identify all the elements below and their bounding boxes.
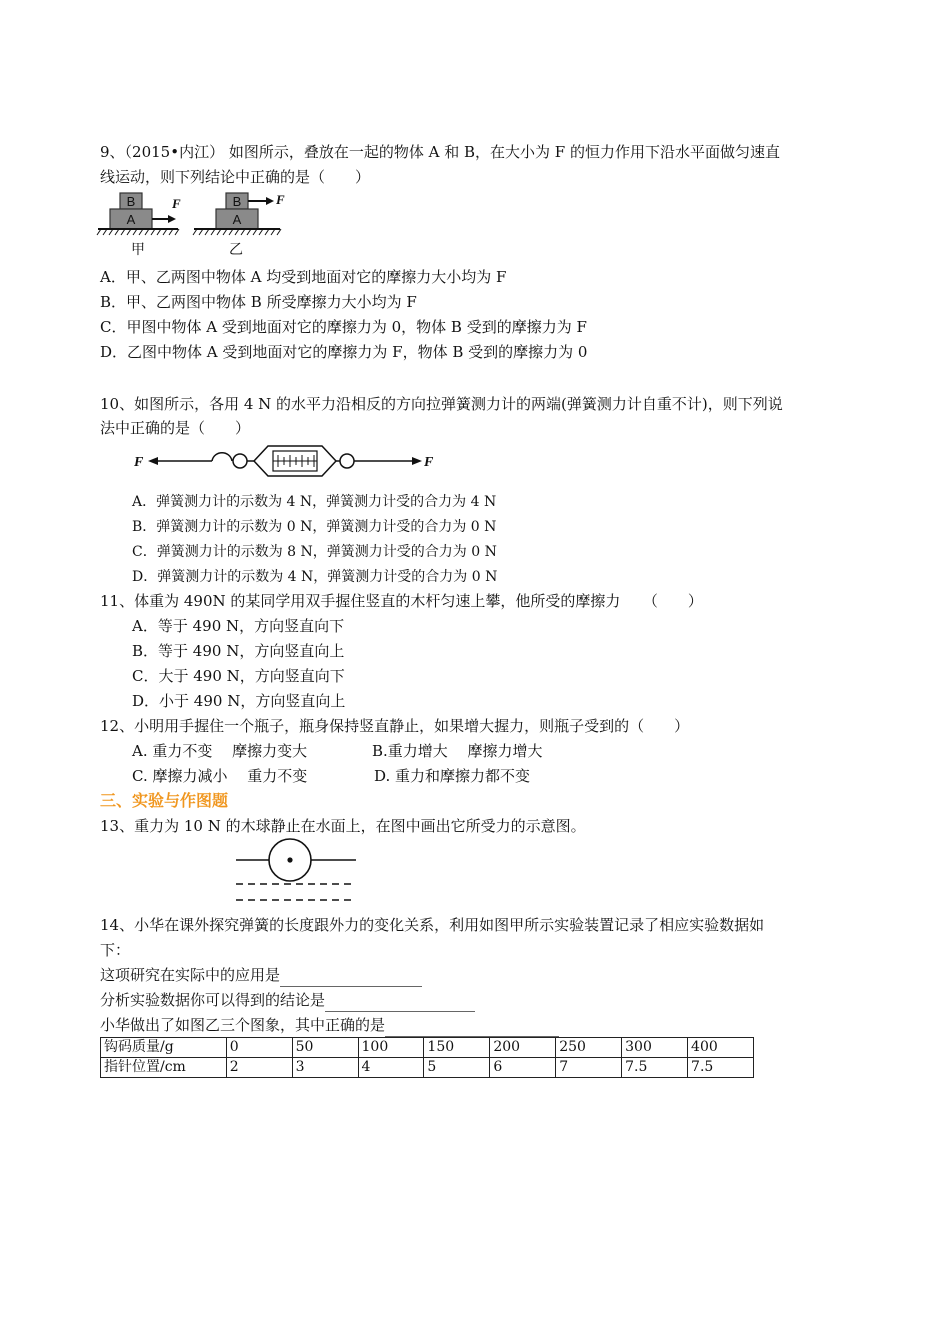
q11-stem: 11、体重为 490N 的某同学用双手握住竖直的木杆匀速上攀，他所受的摩擦力 （ ）	[100, 592, 703, 610]
q13-stem: 13、重力为 10 N 的木球静止在水面上，在图中画出它所受力的示意图。	[100, 817, 586, 835]
q11-option-b: B．等于 490 N，方向竖直向上	[132, 642, 345, 660]
q14-data-table	[100, 1037, 754, 1078]
q10-stem-line1: 10、如图所示，各用 4 N 的水平力沿相反的方向拉弹簧测力计的两端(弹簧测力计自重不计)，则下列说	[100, 395, 783, 413]
q14-answer-blank-2[interactable]	[325, 995, 475, 1012]
q10-force-label-right: F	[424, 455, 434, 470]
table-cell: 2	[226, 1058, 292, 1078]
table-cell: 7.5	[622, 1058, 688, 1078]
table-cell: 6	[490, 1058, 556, 1078]
q9-block-a-label-right: A	[232, 212, 242, 227]
q10-option-d: D．弹簧测力计的示数为 4 N，弹簧测力计受的合力为 0 N	[132, 569, 498, 585]
q10-stem-line2: 法中正确的是（ ）	[100, 419, 251, 437]
q14-prompt-3: 小华做出了如图乙三个图象，其中正确的是	[100, 1016, 386, 1034]
table-cell: 5	[424, 1058, 490, 1078]
q9-force-label-left: F	[172, 196, 181, 211]
q11-option-c: C．大于 490 N，方向竖直向下	[132, 667, 345, 685]
q14-stem-line1: 14、小华在课外探究弹簧的长度跟外力的变化关系，利用如图甲所示实验装置记录了相应实验数据如	[100, 916, 765, 934]
q12-option-d: D. 重力和摩擦力都不变	[374, 767, 531, 785]
table-cell: 150	[424, 1038, 490, 1058]
q9-block-a-label: A	[126, 212, 136, 227]
q14-prompt-1: 这项研究在实际中的应用是	[100, 966, 281, 984]
q10-option-c: C．弹簧测力计的示数为 8 N，弹簧测力计受的合力为 0 N	[132, 544, 497, 560]
q14-answer-blank-3[interactable]	[385, 1020, 559, 1037]
q14-stem-line2: 下：	[100, 941, 131, 959]
q9-label-jia: 甲	[131, 242, 145, 258]
table-cell: 7	[556, 1058, 622, 1078]
q12-option-b: B.重力增大 摩擦力增大	[372, 742, 543, 760]
table-header-mass: 钩码质量/g	[101, 1038, 227, 1058]
table-cell: 0	[226, 1038, 292, 1058]
q10-spring-scale-figure	[130, 440, 440, 480]
q9-option-a: A．甲、乙两图中物体 A 均受到地面对它的摩擦力大小均为 F	[100, 268, 507, 286]
q14-prompt-application	[100, 963, 422, 987]
q11-option-a: A．等于 490 N，方向竖直向下	[132, 617, 345, 635]
q9-option-b: B．甲、乙两图中物体 B 所受摩擦力大小均为 F	[100, 293, 417, 311]
table-row-mass	[101, 1038, 754, 1058]
q9-block-b-label-right: B	[232, 194, 242, 209]
table-row-position	[101, 1058, 754, 1078]
q9-option-c: C．甲图中物体 A 受到地面对它的摩擦力为 0，物体 B 受到的摩擦力为 F	[100, 318, 587, 336]
q14-prompt-conclusion	[100, 988, 475, 1012]
q9-stem-line2: 线运动，则下列结论中正确的是（ ）	[100, 168, 371, 186]
q14-prompt-graph	[100, 1013, 559, 1037]
q9-fig-left	[97, 193, 181, 258]
q11-option-d: D．小于 490 N，方向竖直向上	[132, 692, 346, 710]
table-cell: 250	[556, 1038, 622, 1058]
table-cell: 7.5	[688, 1058, 754, 1078]
table-cell: 4	[358, 1058, 424, 1078]
q10-option-a: A．弹簧测力计的示数为 4 N，弹簧测力计受的合力为 4 N	[132, 494, 497, 510]
table-cell: 100	[358, 1038, 424, 1058]
table-cell: 50	[292, 1038, 358, 1058]
q12-stem: 12、小明用手握住一个瓶子，瓶身保持竖直静止，如果增大握力，则瓶子受到的（ ）	[100, 717, 690, 735]
table-cell: 400	[688, 1038, 754, 1058]
table-header-position: 指针位置/cm	[101, 1058, 227, 1078]
q10-force-label-left: F	[134, 455, 144, 470]
q9-stem-line1: 9、（2015•内江） 如图所示，叠放在一起的物体 A 和 B，在大小为 F 的恒力作用下沿水平面做匀速直	[100, 143, 780, 161]
q9-fig-right	[193, 192, 285, 258]
q9-force-label-right: F	[276, 192, 285, 207]
q12-option-a: A. 重力不变 摩擦力变大	[132, 742, 308, 760]
table-cell: 300	[622, 1038, 688, 1058]
q14-prompt-2: 分析实验数据你可以得到的结论是	[100, 991, 326, 1009]
q9-figure	[96, 188, 296, 260]
table-cell: 200	[490, 1038, 556, 1058]
q14-answer-blank-1[interactable]	[280, 970, 422, 987]
q13-floating-ball-figure	[230, 838, 360, 908]
section-heading-3: 三、实验与作图题	[100, 791, 229, 810]
q9-label-yi: 乙	[229, 242, 243, 258]
q9-option-d: D．乙图中物体 A 受到地面对它的摩擦力为 F，物体 B 受到的摩擦力为 0	[100, 343, 588, 361]
q12-option-c: C. 摩擦力减小 重力不变	[132, 767, 308, 785]
table-cell: 3	[292, 1058, 358, 1078]
q10-option-b: B．弹簧测力计的示数为 0 N，弹簧测力计受的合力为 0 N	[132, 519, 497, 535]
q9-block-b-label: B	[126, 194, 136, 209]
